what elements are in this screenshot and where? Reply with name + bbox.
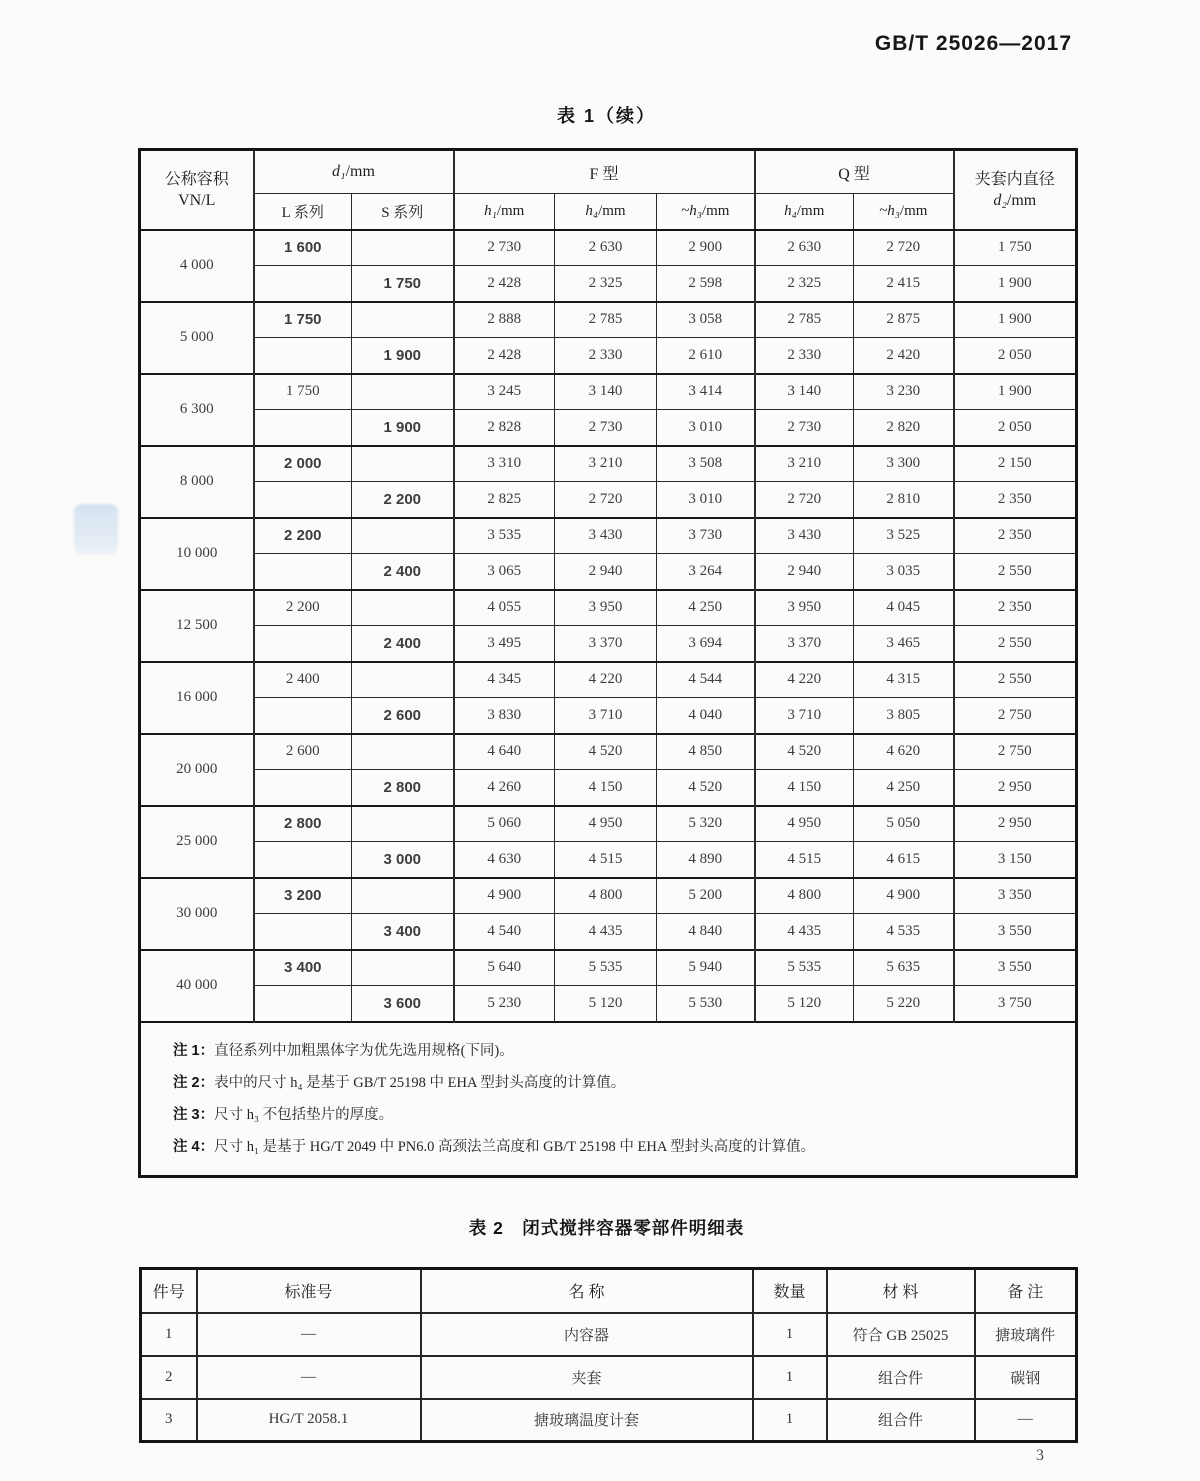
f-h1-cell: 3 535	[454, 518, 555, 554]
d1-l-series-cell: 2 000	[254, 446, 352, 482]
d2-cell: 2 350	[954, 482, 1077, 518]
item-no-cell: 2	[141, 1356, 197, 1399]
volume-cell: 6 300	[140, 374, 254, 446]
d1-l-series-cell: 3 400	[254, 950, 352, 986]
th-jacket-line2: d₂/mm	[993, 191, 1037, 209]
f-h4-cell: 5 535	[555, 950, 657, 986]
f-h4-cell: 2 940	[555, 554, 657, 590]
f-h4-cell: 2 730	[555, 410, 657, 446]
table1-row	[140, 590, 1077, 626]
d2-cell: 1 900	[954, 374, 1077, 410]
quantity-cell: 1	[753, 1356, 827, 1399]
q-h4-cell: 4 150	[755, 770, 854, 806]
f-h4-cell: 3 710	[555, 698, 657, 734]
th-s-series: S 系列	[352, 194, 454, 230]
f-h4-cell: 4 800	[555, 878, 657, 914]
d1-s-series-cell: 2 600	[352, 698, 454, 734]
d2-cell: 2 750	[954, 734, 1077, 770]
d2-cell: 3 550	[954, 914, 1077, 950]
f-h3-cell: 5 940	[657, 950, 755, 986]
volume-cell: 4 000	[140, 230, 254, 302]
item-no-cell: 3	[141, 1399, 197, 1442]
item-no-cell: 1	[141, 1313, 197, 1356]
standard-no-cell: —	[197, 1356, 421, 1399]
d1-s-series-cell: 2 400	[352, 554, 454, 590]
f-h4-cell: 3 210	[555, 446, 657, 482]
q-h4-cell: 5 120	[755, 986, 854, 1022]
d1-s-series-cell	[352, 446, 454, 482]
f-h1-cell: 5 640	[454, 950, 555, 986]
d1-s-series-cell	[352, 878, 454, 914]
note-text: 尺寸 h₁ 是基于 HG/T 2049 中 PN6.0 高颈法兰高度和 GB/T 25198 中 EHA 型封头高度的计算值。	[214, 1138, 816, 1155]
note-label: 注 2：	[173, 1074, 215, 1091]
f-h1-cell: 2 428	[454, 338, 555, 374]
th-d1-group: d₁/mm	[254, 150, 454, 194]
f-h4-cell: 5 120	[555, 986, 657, 1022]
d1-l-series-cell: 3 200	[254, 878, 352, 914]
standard-no-cell: —	[197, 1313, 421, 1356]
d1-s-series-cell	[352, 590, 454, 626]
f-h1-cell: 3 310	[454, 446, 555, 482]
d1-s-series-cell: 1 750	[352, 266, 454, 302]
q-h3-cell: 4 250	[854, 770, 954, 806]
q-h4-cell: 4 520	[755, 734, 854, 770]
f-h4-cell: 3 950	[555, 590, 657, 626]
f-h4-cell: 2 330	[555, 338, 657, 374]
volume-cell: 30 000	[140, 878, 254, 950]
d2-cell: 2 050	[954, 410, 1077, 446]
table2-header-row	[141, 1269, 1077, 1313]
f-h1-cell: 4 055	[454, 590, 555, 626]
f-h3-cell: 3 058	[657, 302, 755, 338]
q-h3-cell: 3 300	[854, 446, 954, 482]
q-h3-cell: 2 415	[854, 266, 954, 302]
q-h3-cell: 4 045	[854, 590, 954, 626]
note-label: 注 3：	[173, 1106, 215, 1123]
d2-cell: 2 550	[954, 626, 1077, 662]
d1-l-series-cell	[254, 626, 352, 662]
d2-cell: 2 750	[954, 698, 1077, 734]
f-h4-cell: 2 785	[555, 302, 657, 338]
volume-cell: 8 000	[140, 446, 254, 518]
th-q-h4: h₄/mm	[755, 194, 854, 230]
q-h4-cell: 4 435	[755, 914, 854, 950]
table1-row	[140, 302, 1077, 338]
q-h3-cell: 2 820	[854, 410, 954, 446]
table1	[138, 148, 1078, 1178]
volume-cell: 40 000	[140, 950, 254, 1022]
q-h4-cell: 3 210	[755, 446, 854, 482]
f-h1-cell: 3 495	[454, 626, 555, 662]
part-name-cell: 搪玻璃温度计套	[421, 1399, 753, 1442]
d2-cell: 3 150	[954, 842, 1077, 878]
d2-cell: 3 350	[954, 878, 1077, 914]
q-h3-cell: 3 230	[854, 374, 954, 410]
f-h3-cell: 3 010	[657, 410, 755, 446]
d2-cell: 3 750	[954, 986, 1077, 1022]
th-jacket-inner-diameter	[954, 150, 1077, 230]
table1-row	[140, 338, 1077, 374]
f-h4-cell: 3 370	[555, 626, 657, 662]
f-h3-cell: 5 200	[657, 878, 755, 914]
d1-s-series-cell	[352, 806, 454, 842]
volume-cell: 16 000	[140, 662, 254, 734]
q-h4-cell: 2 785	[755, 302, 854, 338]
th-jacket-line1: 夹套内直径	[974, 170, 1055, 188]
q-h3-cell: 4 535	[854, 914, 954, 950]
f-h1-cell: 4 345	[454, 662, 555, 698]
table1-notes	[140, 1022, 1077, 1177]
q-h3-cell: 4 315	[854, 662, 954, 698]
table2-header-cell: 名 称	[421, 1269, 753, 1313]
page-number: 3	[1036, 1447, 1044, 1464]
remark-cell: 碳钢	[975, 1356, 1077, 1399]
table2-header-cell: 备 注	[975, 1269, 1077, 1313]
q-h4-cell: 2 730	[755, 410, 854, 446]
d1-s-series-cell	[352, 230, 454, 266]
table1-row	[140, 806, 1077, 842]
standard-no-cell: HG/T 2058.1	[197, 1399, 421, 1442]
table2-header-cell: 件号	[141, 1269, 197, 1313]
d1-l-series-cell	[254, 482, 352, 518]
d2-cell: 2 150	[954, 446, 1077, 482]
table1-row	[140, 410, 1077, 446]
d1-s-series-cell	[352, 518, 454, 554]
table1-row	[140, 554, 1077, 590]
material-cell: 组合件	[827, 1356, 975, 1399]
f-h3-cell: 3 730	[657, 518, 755, 554]
f-h1-cell: 2 825	[454, 482, 555, 518]
th-q-h3: ~h₃/mm	[854, 194, 954, 230]
q-h4-cell: 3 370	[755, 626, 854, 662]
d1-l-series-cell	[254, 554, 352, 590]
d1-l-series-cell	[254, 698, 352, 734]
note-text: 直径系列中加粗黑体字为优先选用规格(下同)。	[214, 1042, 514, 1059]
d1-l-series-cell	[254, 338, 352, 374]
volume-cell: 5 000	[140, 302, 254, 374]
d1-s-series-cell: 2 200	[352, 482, 454, 518]
d2-cell: 1 900	[954, 266, 1077, 302]
table1-row	[140, 914, 1077, 950]
doc-number: GB/T 25026—2017	[874, 32, 1072, 55]
table1-header-row-2	[140, 194, 1077, 230]
d2-cell: 1 750	[954, 230, 1077, 266]
material-cell: 符合 GB 25025	[827, 1313, 975, 1356]
table1-row	[140, 482, 1077, 518]
d1-l-series-cell	[254, 266, 352, 302]
part-name-cell: 内容器	[421, 1313, 753, 1356]
part-name-cell: 夹套	[421, 1356, 753, 1399]
f-h3-cell: 4 890	[657, 842, 755, 878]
table1-notes-row	[140, 1022, 1077, 1177]
f-h3-cell: 4 040	[657, 698, 755, 734]
d1-l-series-cell: 2 800	[254, 806, 352, 842]
q-h3-cell: 3 805	[854, 698, 954, 734]
d1-s-series-cell	[352, 374, 454, 410]
table2-row	[141, 1356, 1077, 1399]
table2-body	[141, 1313, 1077, 1442]
table1-row	[140, 734, 1077, 770]
remark-cell: —	[975, 1399, 1077, 1442]
d2-cell: 2 350	[954, 518, 1077, 554]
table2-row	[141, 1313, 1077, 1356]
f-h3-cell: 4 250	[657, 590, 755, 626]
f-h3-cell: 4 544	[657, 662, 755, 698]
q-h3-cell: 5 050	[854, 806, 954, 842]
th-l-series: L 系列	[254, 194, 352, 230]
quantity-cell: 1	[753, 1399, 827, 1442]
d2-cell: 2 550	[954, 662, 1077, 698]
volume-cell: 10 000	[140, 518, 254, 590]
f-h4-cell: 3 140	[555, 374, 657, 410]
f-h1-cell: 3 065	[454, 554, 555, 590]
table1-row	[140, 446, 1077, 482]
table1-row	[140, 518, 1077, 554]
d2-cell: 1 900	[954, 302, 1077, 338]
d1-s-series-cell: 3 000	[352, 842, 454, 878]
table2	[139, 1267, 1078, 1443]
d1-s-series-cell: 1 900	[352, 410, 454, 446]
d1-s-series-cell	[352, 302, 454, 338]
table1-row	[140, 698, 1077, 734]
d2-cell: 2 950	[954, 806, 1077, 842]
q-h3-cell: 3 525	[854, 518, 954, 554]
table1-row	[140, 950, 1077, 986]
f-h4-cell: 4 515	[555, 842, 657, 878]
d1-s-series-cell: 3 400	[352, 914, 454, 950]
table1-row	[140, 986, 1077, 1022]
f-h1-cell: 2 428	[454, 266, 555, 302]
table1-row	[140, 770, 1077, 806]
f-h4-cell: 2 325	[555, 266, 657, 302]
f-h3-cell: 3 010	[657, 482, 755, 518]
note-label: 注 1：	[173, 1042, 215, 1059]
f-h4-cell: 2 630	[555, 230, 657, 266]
f-h1-cell: 5 230	[454, 986, 555, 1022]
d2-cell: 3 550	[954, 950, 1077, 986]
d1-l-series-cell: 2 400	[254, 662, 352, 698]
d1-s-series-cell	[352, 662, 454, 698]
f-h3-cell: 3 694	[657, 626, 755, 662]
q-h3-cell: 3 035	[854, 554, 954, 590]
f-h1-cell: 2 828	[454, 410, 555, 446]
table2-header-cell: 数量	[753, 1269, 827, 1313]
q-h3-cell: 4 620	[854, 734, 954, 770]
th-q-type-group: Q 型	[755, 150, 954, 194]
f-h3-cell: 4 840	[657, 914, 755, 950]
d1-l-series-cell: 2 200	[254, 590, 352, 626]
f-h3-cell: 5 530	[657, 986, 755, 1022]
th-f-h1: h₁/mm	[454, 194, 555, 230]
f-h1-cell: 4 540	[454, 914, 555, 950]
q-h3-cell: 5 220	[854, 986, 954, 1022]
q-h4-cell: 3 140	[755, 374, 854, 410]
f-h1-cell: 3 245	[454, 374, 555, 410]
f-h4-cell: 3 430	[555, 518, 657, 554]
f-h1-cell: 3 830	[454, 698, 555, 734]
table1-header-row-1	[140, 150, 1077, 194]
table1-row	[140, 626, 1077, 662]
f-h1-cell: 4 900	[454, 878, 555, 914]
volume-cell: 12 500	[140, 590, 254, 662]
quantity-cell: 1	[753, 1313, 827, 1356]
q-h4-cell: 2 720	[755, 482, 854, 518]
table1-row	[140, 662, 1077, 698]
q-h3-cell: 4 900	[854, 878, 954, 914]
f-h3-cell: 2 900	[657, 230, 755, 266]
table2-header-cell: 材 料	[827, 1269, 975, 1313]
q-h3-cell: 5 635	[854, 950, 954, 986]
f-h4-cell: 4 520	[555, 734, 657, 770]
q-h3-cell: 2 720	[854, 230, 954, 266]
note-text: 尺寸 h₃ 不包括垫片的厚度。	[214, 1106, 394, 1123]
th-f-type-group: F 型	[454, 150, 755, 194]
f-h1-cell: 2 730	[454, 230, 555, 266]
d1-l-series-cell: 2 600	[254, 734, 352, 770]
f-h1-cell: 4 260	[454, 770, 555, 806]
f-h4-cell: 4 150	[555, 770, 657, 806]
th-nominal-volume-line2: VN/L	[178, 191, 216, 209]
th-nominal-volume	[140, 150, 254, 230]
q-h3-cell: 4 615	[854, 842, 954, 878]
f-h4-cell: 4 220	[555, 662, 657, 698]
table1-body	[140, 230, 1077, 1177]
f-h1-cell: 2 888	[454, 302, 555, 338]
volume-cell: 25 000	[140, 806, 254, 878]
q-h3-cell: 3 465	[854, 626, 954, 662]
q-h4-cell: 3 950	[755, 590, 854, 626]
d1-s-series-cell: 2 800	[352, 770, 454, 806]
f-h1-cell: 5 060	[454, 806, 555, 842]
note-text: 表中的尺寸 h₄ 是基于 GB/T 25198 中 EHA 型封头高度的计算值。	[214, 1074, 626, 1091]
f-h3-cell: 3 508	[657, 446, 755, 482]
d1-l-series-cell: 1 600	[254, 230, 352, 266]
d1-l-series-cell	[254, 986, 352, 1022]
d1-s-series-cell	[352, 734, 454, 770]
d1-l-series-cell: 1 750	[254, 374, 352, 410]
volume-cell: 20 000	[140, 734, 254, 806]
f-h3-cell: 5 320	[657, 806, 755, 842]
d1-s-series-cell: 3 600	[352, 986, 454, 1022]
q-h4-cell: 2 330	[755, 338, 854, 374]
material-cell: 组合件	[827, 1399, 975, 1442]
q-h4-cell: 2 630	[755, 230, 854, 266]
q-h4-cell: 2 940	[755, 554, 854, 590]
table1-row	[140, 374, 1077, 410]
th-f-h3: ~h₃/mm	[657, 194, 755, 230]
d1-l-series-cell	[254, 914, 352, 950]
note-label: 注 4：	[173, 1138, 215, 1155]
d1-l-series-cell	[254, 770, 352, 806]
q-h4-cell: 4 220	[755, 662, 854, 698]
remark-cell: 搪玻璃件	[975, 1313, 1077, 1356]
q-h4-cell: 4 800	[755, 878, 854, 914]
d1-l-series-cell	[254, 842, 352, 878]
d2-cell: 2 950	[954, 770, 1077, 806]
q-h4-cell: 5 535	[755, 950, 854, 986]
table1-row	[140, 878, 1077, 914]
q-h4-cell: 3 710	[755, 698, 854, 734]
th-f-h4: h₄/mm	[555, 194, 657, 230]
q-h4-cell: 4 515	[755, 842, 854, 878]
d1-l-series-cell	[254, 410, 352, 446]
f-h4-cell: 2 720	[555, 482, 657, 518]
f-h1-cell: 4 630	[454, 842, 555, 878]
f-h3-cell: 4 850	[657, 734, 755, 770]
table1-row	[140, 266, 1077, 302]
d1-l-series-cell: 1 750	[254, 302, 352, 338]
f-h3-cell: 4 520	[657, 770, 755, 806]
f-h4-cell: 4 950	[555, 806, 657, 842]
note-line	[173, 1131, 1063, 1163]
f-h1-cell: 4 640	[454, 734, 555, 770]
table2-row	[141, 1399, 1077, 1442]
d2-cell: 2 050	[954, 338, 1077, 374]
q-h3-cell: 2 875	[854, 302, 954, 338]
d2-cell: 2 550	[954, 554, 1077, 590]
q-h4-cell: 2 325	[755, 266, 854, 302]
f-h4-cell: 4 435	[555, 914, 657, 950]
d2-cell: 2 350	[954, 590, 1077, 626]
note-line	[173, 1035, 1063, 1067]
d1-l-series-cell: 2 200	[254, 518, 352, 554]
table2-header-cell: 标准号	[197, 1269, 421, 1313]
table1-title: 表 1（续）	[556, 106, 656, 126]
d1-s-series-cell: 1 900	[352, 338, 454, 374]
f-h3-cell: 3 264	[657, 554, 755, 590]
f-h3-cell: 2 598	[657, 266, 755, 302]
note-line	[173, 1067, 1063, 1099]
table2-title: 表 2 闭式搅拌容器零部件明细表	[468, 1218, 745, 1238]
d1-s-series-cell	[352, 950, 454, 986]
q-h4-cell: 4 950	[755, 806, 854, 842]
table1-row	[140, 230, 1077, 266]
q-h3-cell: 2 810	[854, 482, 954, 518]
f-h3-cell: 3 414	[657, 374, 755, 410]
q-h3-cell: 2 420	[854, 338, 954, 374]
watermark-stamp	[74, 504, 118, 554]
q-h4-cell: 3 430	[755, 518, 854, 554]
table1-row	[140, 842, 1077, 878]
note-line	[173, 1099, 1063, 1131]
th-nominal-volume-line1: 公称容积	[164, 170, 229, 188]
f-h3-cell: 2 610	[657, 338, 755, 374]
d1-s-series-cell: 2 400	[352, 626, 454, 662]
